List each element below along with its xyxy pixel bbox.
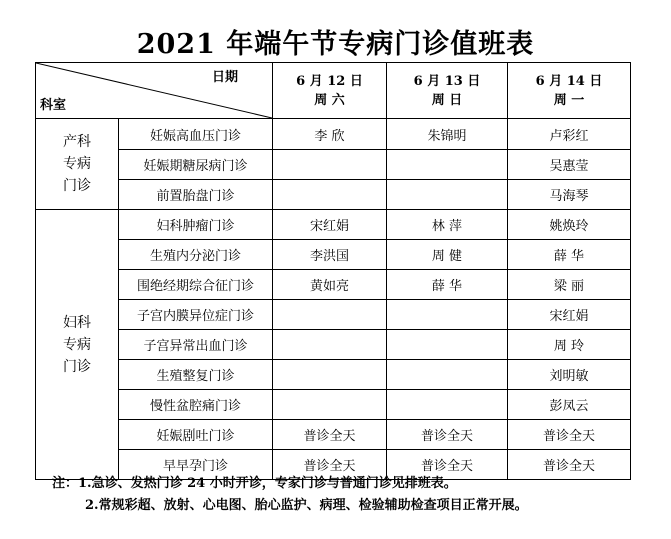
table-row bbox=[36, 390, 631, 420]
doctor-cell-day3: 姚焕玲 bbox=[508, 210, 631, 240]
day-header-1 bbox=[273, 63, 387, 119]
doctor-cell-day3: 周 玲 bbox=[508, 330, 631, 360]
page-title: 2021 年端午节专病门诊值班表 bbox=[136, 29, 535, 60]
department-label-line: 门诊 bbox=[63, 178, 91, 194]
doctor-cell-day2: 薛 华 bbox=[387, 270, 508, 300]
day-header-3 bbox=[508, 63, 631, 119]
clinic-name-cell: 子宫内膜异位症门诊 bbox=[119, 300, 273, 330]
clinic-name-cell: 慢性盆腔痛门诊 bbox=[119, 390, 273, 420]
header-row bbox=[36, 63, 631, 119]
day-weekday: 周 六 bbox=[314, 92, 345, 108]
doctor-cell-day3: 吴惠莹 bbox=[508, 150, 631, 180]
clinic-name-cell: 早早孕门诊 bbox=[119, 450, 273, 480]
doctor-cell-day1 bbox=[273, 360, 387, 390]
department-cell bbox=[36, 210, 119, 480]
doctor-cell-day1: 普诊全天 bbox=[273, 420, 387, 450]
date-axis-label: 日期 bbox=[211, 70, 238, 85]
doctor-cell-day3: 彭凤云 bbox=[508, 390, 631, 420]
doctor-cell-day1: 宋红娟 bbox=[273, 210, 387, 240]
table-row bbox=[36, 420, 631, 450]
department-label-line: 专病 bbox=[63, 156, 91, 172]
department-label-line: 门诊 bbox=[63, 358, 91, 375]
doctor-cell-day1 bbox=[273, 330, 387, 360]
schedule-table bbox=[35, 62, 631, 480]
clinic-name-cell: 生殖整复门诊 bbox=[119, 360, 273, 390]
doctor-cell-day2: 普诊全天 bbox=[387, 420, 508, 450]
footnotes bbox=[52, 473, 528, 517]
doctor-cell-day2 bbox=[387, 180, 508, 210]
doctor-cell-day2 bbox=[387, 390, 508, 420]
clinic-name-cell: 妊娠高血压门诊 bbox=[119, 119, 273, 150]
doctor-cell-day2 bbox=[387, 300, 508, 330]
table-row bbox=[36, 150, 631, 180]
day-weekday: 周 一 bbox=[553, 92, 585, 108]
doctor-cell-day3: 马海琴 bbox=[508, 180, 631, 210]
clinic-name-cell: 妊娠剧吐门诊 bbox=[119, 420, 273, 450]
doctor-cell-day2: 朱锦明 bbox=[387, 119, 508, 150]
doctor-cell-day2: 林 萍 bbox=[387, 210, 508, 240]
doctor-cell-day1 bbox=[273, 180, 387, 210]
table-row bbox=[36, 330, 631, 360]
clinic-name-cell: 围绝经期综合征门诊 bbox=[119, 270, 273, 300]
department-cell bbox=[36, 119, 119, 210]
doctor-cell-day2 bbox=[387, 330, 508, 360]
doctor-cell-day1 bbox=[273, 390, 387, 420]
table-row bbox=[36, 300, 631, 330]
table-row bbox=[36, 210, 631, 240]
doctor-cell-day3: 薛 华 bbox=[508, 240, 631, 270]
doctor-cell-day2: 周 健 bbox=[387, 240, 508, 270]
department-label-line: 妇科 bbox=[63, 314, 91, 331]
day-header-2 bbox=[387, 63, 508, 119]
header-corner-cell bbox=[36, 63, 273, 119]
table-row bbox=[36, 240, 631, 270]
doctor-cell-day3: 宋红娟 bbox=[508, 300, 631, 330]
clinic-name-cell: 妇科肿瘤门诊 bbox=[119, 210, 273, 240]
doctor-cell-day3: 普诊全天 bbox=[508, 420, 631, 450]
clinic-name-cell: 妊娠期糖尿病门诊 bbox=[119, 150, 273, 180]
footnote-2: 2.常规彩超、放射、心电图、胎心监护、病理、检验辅助检查项目正常开展。 bbox=[85, 498, 528, 513]
doctor-cell-day1: 普诊全天 bbox=[273, 450, 387, 480]
doctor-cell-day2: 普诊全天 bbox=[387, 450, 508, 480]
doctor-cell-day3: 普诊全天 bbox=[508, 450, 631, 480]
table-row bbox=[36, 270, 631, 300]
day-date: 6 月 14 日 bbox=[535, 73, 603, 89]
doctor-cell-day2 bbox=[387, 360, 508, 390]
doctor-cell-day3: 刘明敏 bbox=[508, 360, 631, 390]
clinic-name-cell: 前置胎盘门诊 bbox=[119, 180, 273, 210]
table-row bbox=[36, 119, 631, 150]
clinic-name-cell: 生殖内分泌门诊 bbox=[119, 240, 273, 270]
day-date: 6 月 13 日 bbox=[413, 73, 481, 89]
day-date: 6 月 12 日 bbox=[296, 73, 363, 89]
doctor-cell-day3: 梁 丽 bbox=[508, 270, 631, 300]
doctor-cell-day3: 卢彩红 bbox=[508, 119, 631, 150]
department-label-line: 产科 bbox=[63, 134, 91, 150]
clinic-name-cell: 子宫异常出血门诊 bbox=[119, 330, 273, 360]
doctor-cell-day1 bbox=[273, 150, 387, 180]
table-row bbox=[36, 180, 631, 210]
dept-axis-label: 科室 bbox=[40, 98, 67, 113]
table-row bbox=[36, 360, 631, 390]
doctor-cell-day1: 李洪国 bbox=[273, 240, 387, 270]
doctor-cell-day1: 黄如亮 bbox=[273, 270, 387, 300]
doctor-cell-day2 bbox=[387, 150, 508, 180]
department-label-line: 专病 bbox=[63, 336, 91, 353]
doctor-cell-day1 bbox=[273, 300, 387, 330]
doctor-cell-day1: 李 欣 bbox=[273, 119, 387, 150]
day-weekday: 周 日 bbox=[431, 92, 463, 108]
footnote-1: 注：1.急诊、发热门诊 24 小时开诊，专家门诊与普通门诊见排班表。 bbox=[52, 476, 457, 491]
